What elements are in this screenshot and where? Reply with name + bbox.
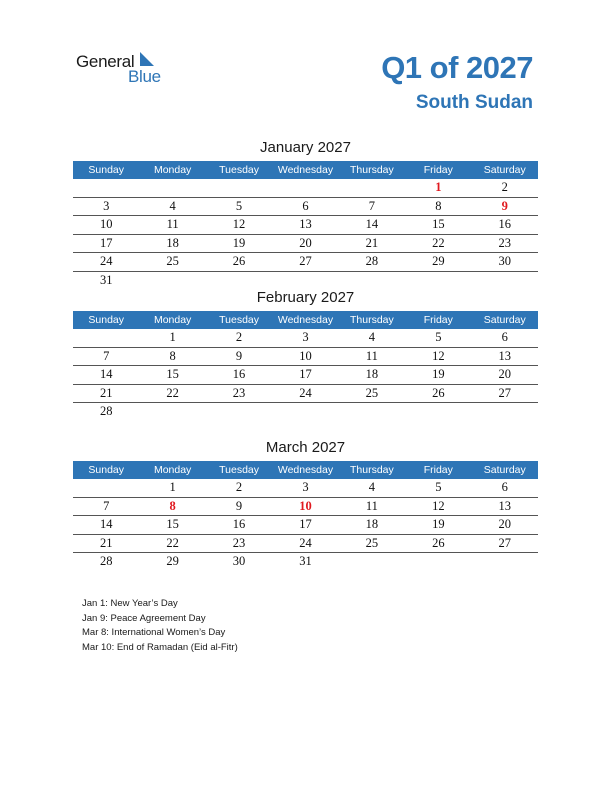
weekday-header: Sunday — [73, 311, 139, 329]
day-cell: 9 — [206, 347, 272, 366]
day-cell: 26 — [405, 384, 471, 403]
day-cell: 18 — [139, 234, 205, 253]
day-cell: 6 — [472, 329, 538, 347]
weekday-header: Saturday — [472, 311, 538, 329]
weekday-header: Friday — [405, 461, 471, 479]
day-cell: 20 — [472, 366, 538, 385]
day-cell: 5 — [405, 479, 471, 497]
weekday-header: Monday — [139, 161, 205, 179]
day-cell: 23 — [206, 534, 272, 553]
calendar-table — [73, 161, 538, 289]
day-cell: 28 — [99, 404, 113, 419]
weekday-header: Wednesday — [272, 161, 338, 179]
weekday-header: Saturday — [472, 461, 538, 479]
week-row — [73, 553, 538, 571]
day-cell: 17 — [73, 234, 139, 253]
empty-day-cell — [206, 271, 272, 289]
month-march — [73, 438, 538, 571]
day-cell: 27 — [472, 384, 538, 403]
holiday-day-cell: 9 — [472, 197, 538, 216]
day-cell: 24 — [272, 534, 338, 553]
week-row — [73, 234, 538, 253]
logo-text-blue: Blue — [128, 67, 161, 86]
day-cell: 11 — [339, 347, 405, 366]
week-row — [73, 534, 538, 553]
weekday-header-row — [73, 311, 538, 329]
day-cell: 26 — [206, 253, 272, 272]
day-cell: 22 — [139, 534, 205, 553]
day-cell: 17 — [272, 516, 338, 535]
day-cell: 23 — [472, 234, 538, 253]
day-cell: 6 — [272, 197, 338, 216]
week-row — [73, 479, 538, 497]
logo-text-general: General — [76, 52, 135, 71]
holiday-note: Mar 10: End of Ramadan (Eid al-Fitr) — [82, 641, 238, 653]
day-cell: 4 — [339, 479, 405, 497]
day-cell: 19 — [206, 234, 272, 253]
empty-day-cell — [272, 271, 338, 289]
empty-day-cell — [206, 403, 272, 421]
day-cell: 12 — [206, 216, 272, 235]
holiday-note: Jan 9: Peace Agreement Day — [82, 612, 206, 624]
holiday-day-cell: 10 — [272, 497, 338, 516]
calendar-table — [73, 461, 538, 571]
day-cell: 24 — [73, 253, 139, 272]
day-cell: 26 — [405, 534, 471, 553]
day-cell: 10 — [272, 347, 338, 366]
day-cell: 15 — [405, 216, 471, 235]
empty-day-cell — [472, 271, 538, 289]
weekday-header: Sunday — [73, 161, 139, 179]
day-cell: 18 — [339, 366, 405, 385]
weekday-header: Tuesday — [206, 461, 272, 479]
day-cell: 28 — [99, 554, 113, 569]
month-february — [73, 288, 538, 421]
weekday-header: Thursday — [339, 161, 405, 179]
empty-day-cell — [206, 179, 272, 197]
day-cell: 19 — [405, 516, 471, 535]
day-cell: 23 — [206, 384, 272, 403]
day-cell: 10 — [73, 216, 139, 235]
week-row — [73, 516, 538, 535]
day-cell: 15 — [139, 516, 205, 535]
day-cell: 30 — [232, 554, 246, 569]
weekday-header: Friday — [405, 311, 471, 329]
day-cell: 3 — [73, 197, 139, 216]
weekday-header: Monday — [139, 461, 205, 479]
day-cell: 25 — [139, 253, 205, 272]
empty-day-cell — [472, 403, 538, 421]
holiday-note: Jan 1: New Year’s Day — [82, 598, 178, 609]
day-cell: 27 — [272, 253, 338, 272]
empty-day-cell — [272, 179, 338, 197]
day-cell: 19 — [405, 366, 471, 385]
day-cell: 29 — [166, 554, 179, 569]
empty-day-cell — [405, 271, 471, 289]
day-cell: 3 — [272, 479, 338, 497]
day-cell: 21 — [73, 534, 139, 553]
day-cell: 1 — [139, 479, 205, 497]
day-cell: 5 — [405, 329, 471, 347]
weekday-header: Wednesday — [272, 461, 338, 479]
weekday-header-row — [73, 461, 538, 479]
day-cell: 8 — [139, 347, 205, 366]
day-cell: 12 — [405, 497, 471, 516]
day-cell: 31 — [299, 554, 312, 569]
day-cell: 2 — [206, 479, 272, 497]
empty-day-cell — [339, 403, 405, 421]
day-cell: 5 — [206, 197, 272, 216]
week-row — [73, 384, 538, 403]
day-cell: 24 — [272, 384, 338, 403]
day-cell: 12 — [405, 347, 471, 366]
empty-day-cell — [139, 271, 205, 289]
weekday-header: Wednesday — [272, 311, 338, 329]
day-cell: 31 — [99, 272, 113, 287]
weekday-header-row — [73, 161, 538, 179]
day-cell: 4 — [139, 197, 205, 216]
holiday-day-cell: 1 — [405, 179, 471, 197]
calendar-table — [73, 311, 538, 421]
day-cell: 2 — [206, 329, 272, 347]
week-row — [73, 197, 538, 216]
day-cell: 9 — [206, 497, 272, 516]
week-row — [73, 329, 538, 347]
weekday-header: Friday — [405, 161, 471, 179]
day-cell: 30 — [472, 253, 538, 272]
empty-day-cell — [339, 271, 405, 289]
month-title: February 2027 — [256, 289, 355, 306]
month-january — [73, 138, 538, 289]
generalblue-logo — [76, 52, 186, 92]
week-row — [73, 253, 538, 272]
weekday-header: Thursday — [339, 461, 405, 479]
day-cell: 11 — [339, 497, 405, 516]
day-cell: 20 — [272, 234, 338, 253]
day-cell: 14 — [73, 366, 139, 385]
day-cell: 29 — [405, 253, 471, 272]
week-row — [73, 347, 538, 366]
empty-day-cell — [73, 329, 139, 347]
weekday-header: Monday — [139, 311, 205, 329]
day-cell: 27 — [472, 534, 538, 553]
week-row — [73, 497, 538, 516]
day-cell: 3 — [272, 329, 338, 347]
empty-day-cell — [139, 403, 205, 421]
week-row — [73, 179, 538, 197]
day-cell: 28 — [339, 253, 405, 272]
empty-day-cell — [339, 553, 405, 571]
weekday-header: Thursday — [339, 311, 405, 329]
day-cell: 13 — [272, 216, 338, 235]
day-cell: 25 — [339, 384, 405, 403]
empty-day-cell — [73, 179, 139, 197]
day-cell: 4 — [339, 329, 405, 347]
day-cell: 25 — [339, 534, 405, 553]
day-cell: 22 — [139, 384, 205, 403]
day-cell: 17 — [272, 366, 338, 385]
day-cell: 21 — [73, 384, 139, 403]
empty-day-cell — [405, 553, 471, 571]
holiday-day-cell: 8 — [139, 497, 205, 516]
month-title: March 2027 — [265, 439, 346, 456]
empty-day-cell — [73, 479, 139, 497]
empty-day-cell — [272, 403, 338, 421]
day-cell: 14 — [339, 216, 405, 235]
day-cell: 7 — [73, 497, 139, 516]
day-cell: 16 — [206, 516, 272, 535]
day-cell: 13 — [472, 497, 538, 516]
day-cell: 15 — [139, 366, 205, 385]
day-cell: 18 — [339, 516, 405, 535]
quarter-title: Q1 of 2027 — [381, 50, 533, 85]
holiday-notes — [82, 597, 238, 655]
weekday-header: Saturday — [472, 161, 538, 179]
logo-triangle-icon — [140, 52, 154, 66]
day-cell: 16 — [472, 216, 538, 235]
day-cell: 2 — [472, 179, 538, 197]
day-cell: 14 — [73, 516, 139, 535]
empty-day-cell — [405, 403, 471, 421]
empty-day-cell — [139, 179, 205, 197]
day-cell: 7 — [339, 197, 405, 216]
empty-day-cell — [339, 179, 405, 197]
empty-day-cell — [472, 553, 538, 571]
day-cell: 11 — [139, 216, 205, 235]
day-cell: 7 — [73, 347, 139, 366]
day-cell: 13 — [472, 347, 538, 366]
day-cell: 20 — [472, 516, 538, 535]
month-title: January 2027 — [260, 139, 351, 156]
week-row — [73, 271, 538, 289]
weekday-header: Tuesday — [206, 161, 272, 179]
week-row — [73, 216, 538, 235]
day-cell: 6 — [472, 479, 538, 497]
day-cell: 16 — [206, 366, 272, 385]
week-row — [73, 366, 538, 385]
day-cell: 8 — [405, 197, 471, 216]
day-cell: 22 — [405, 234, 471, 253]
day-cell: 21 — [339, 234, 405, 253]
weekday-header: Sunday — [73, 461, 139, 479]
holiday-note: Mar 8: International Women’s Day — [82, 627, 226, 638]
weekday-header: Tuesday — [206, 311, 272, 329]
country-name: South Sudan — [415, 92, 533, 113]
day-cell: 1 — [139, 329, 205, 347]
week-row — [73, 403, 538, 421]
